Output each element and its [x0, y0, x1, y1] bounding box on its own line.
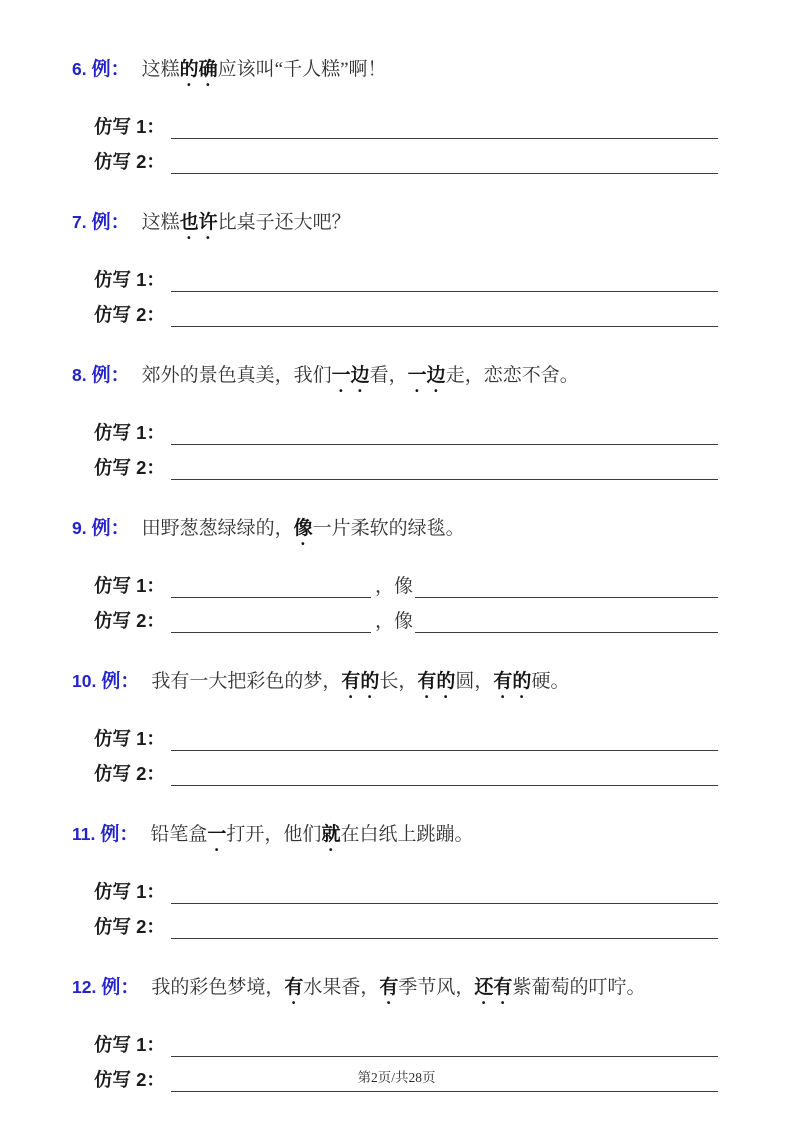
example-label: 例：	[91, 59, 130, 80]
sentence-segment-emphasized: 像	[293, 518, 313, 539]
answer-blank[interactable]	[171, 148, 718, 174]
example-label: 例：	[91, 365, 130, 386]
answer-blank[interactable]	[171, 878, 718, 904]
copy-row	[94, 572, 718, 598]
sentence-segment: 水果香，	[303, 977, 380, 998]
sentence-segment-emphasized: 有的	[341, 671, 380, 692]
copy-row	[94, 301, 718, 327]
exercise-item	[72, 515, 718, 633]
sentence-segment: 圆，	[455, 671, 494, 692]
exercise-item	[72, 821, 718, 939]
exercise-item	[72, 209, 718, 327]
copy-row	[94, 725, 718, 751]
sentence-segment-emphasized: 有	[284, 977, 304, 998]
copy-row	[94, 1031, 718, 1057]
copy-label: 仿写 2：	[94, 763, 165, 784]
sentence-segment: 在白纸上跳蹦。	[340, 824, 474, 845]
answer-blank[interactable]	[171, 419, 718, 445]
copy-label: 仿写 1：	[94, 269, 165, 290]
copy-label: 仿写 1：	[94, 422, 165, 443]
sentence-segment: 这糕	[141, 59, 180, 80]
exercise-item	[72, 56, 718, 174]
copy-midtext: ，像	[374, 576, 413, 597]
exercise-item	[72, 668, 718, 786]
copy-row	[94, 266, 718, 292]
answer-blank[interactable]	[171, 607, 371, 633]
sentence-segment: 看，	[369, 365, 408, 386]
copy-label: 仿写 1：	[94, 1034, 165, 1055]
answer-blank[interactable]	[171, 454, 718, 480]
sentence-segment: 紫葡萄的叮咛。	[512, 977, 646, 998]
answer-blank[interactable]	[415, 607, 718, 633]
sentence-segment-emphasized: 也许	[179, 212, 218, 233]
sentence-segment: 长，	[379, 671, 418, 692]
example-label: 例：	[91, 212, 130, 233]
sentence-segment-emphasized: 的确	[179, 59, 218, 80]
sentence-segment-emphasized: 一边	[331, 365, 370, 386]
copy-label: 仿写 1：	[94, 575, 165, 596]
item-number: 11.	[72, 824, 96, 844]
copy-label: 仿写 1：	[94, 116, 165, 137]
sentence-segment-emphasized: 就	[321, 824, 341, 845]
item-number: 7.	[72, 212, 87, 232]
copy-label: 仿写 1：	[94, 881, 165, 902]
sentence-segment: 一片柔软的绿毯。	[312, 518, 465, 539]
answer-blank[interactable]	[171, 572, 371, 598]
example-sentence	[72, 362, 718, 397]
item-number: 9.	[72, 518, 87, 538]
sentence-segment-emphasized: 有的	[417, 671, 456, 692]
copy-label: 仿写 2：	[94, 1069, 165, 1090]
copy-label: 仿写 2：	[94, 916, 165, 937]
answer-blank[interactable]	[415, 572, 718, 598]
example-label: 例：	[101, 977, 140, 998]
copy-label: 仿写 2：	[94, 304, 165, 325]
example-label: 例：	[91, 518, 130, 539]
example-sentence	[72, 974, 718, 1009]
sentence-segment-emphasized: 有	[379, 977, 399, 998]
copy-row	[94, 113, 718, 139]
copy-row	[94, 607, 718, 633]
page-indicator: 第2页/共28页	[357, 1070, 436, 1085]
copy-row	[94, 878, 718, 904]
example-sentence	[72, 821, 718, 856]
sentence-segment: 我有一大把彩色的梦，	[151, 671, 342, 692]
answer-blank[interactable]	[171, 301, 718, 327]
example-sentence	[72, 515, 718, 550]
copy-label: 仿写 2：	[94, 457, 165, 478]
example-label: 例：	[101, 671, 140, 692]
item-number: 10.	[72, 671, 97, 691]
copy-row	[94, 419, 718, 445]
sentence-segment: 走，恋恋不舍。	[445, 365, 579, 386]
copy-row	[94, 454, 718, 480]
sentence-segment: 田野葱葱绿绿的，	[141, 518, 294, 539]
copy-row	[94, 148, 718, 174]
copy-midtext: ，像	[374, 611, 413, 632]
sentence-segment: 打开，他们	[226, 824, 322, 845]
sentence-segment-emphasized: 还有	[474, 977, 513, 998]
sentence-segment: 我的彩色梦境，	[151, 977, 285, 998]
sentence-segment-emphasized: 有的	[493, 671, 532, 692]
copy-label: 仿写 2：	[94, 610, 165, 631]
example-sentence	[72, 209, 718, 244]
copy-label: 仿写 2：	[94, 151, 165, 172]
answer-blank[interactable]	[171, 113, 718, 139]
exercise-item	[72, 362, 718, 480]
example-sentence	[72, 56, 718, 91]
sentence-segment-emphasized: 一	[207, 824, 227, 845]
sentence-segment: 硬。	[531, 671, 570, 692]
sentence-segment: 比桌子还大吧？	[217, 212, 351, 233]
answer-blank[interactable]	[171, 1031, 718, 1057]
example-sentence	[72, 668, 718, 703]
answer-blank[interactable]	[171, 913, 718, 939]
copy-row	[94, 760, 718, 786]
sentence-segment-emphasized: 一边	[407, 365, 446, 386]
answer-blank[interactable]	[171, 725, 718, 751]
item-number: 8.	[72, 365, 87, 385]
example-label: 例：	[100, 824, 139, 845]
sentence-segment: 这糕	[141, 212, 180, 233]
sentence-segment: 铅笔盒	[150, 824, 208, 845]
answer-blank[interactable]	[171, 760, 718, 786]
copy-row	[94, 913, 718, 939]
item-number: 12.	[72, 977, 97, 997]
sentence-segment: 郊外的景色真美，我们	[141, 365, 332, 386]
sentence-segment: 季节风，	[398, 977, 475, 998]
answer-blank[interactable]	[171, 266, 718, 292]
sentence-segment: 应该叫“千人糕”啊！	[217, 59, 387, 80]
item-number: 6.	[72, 59, 87, 79]
copy-label: 仿写 1：	[94, 728, 165, 749]
